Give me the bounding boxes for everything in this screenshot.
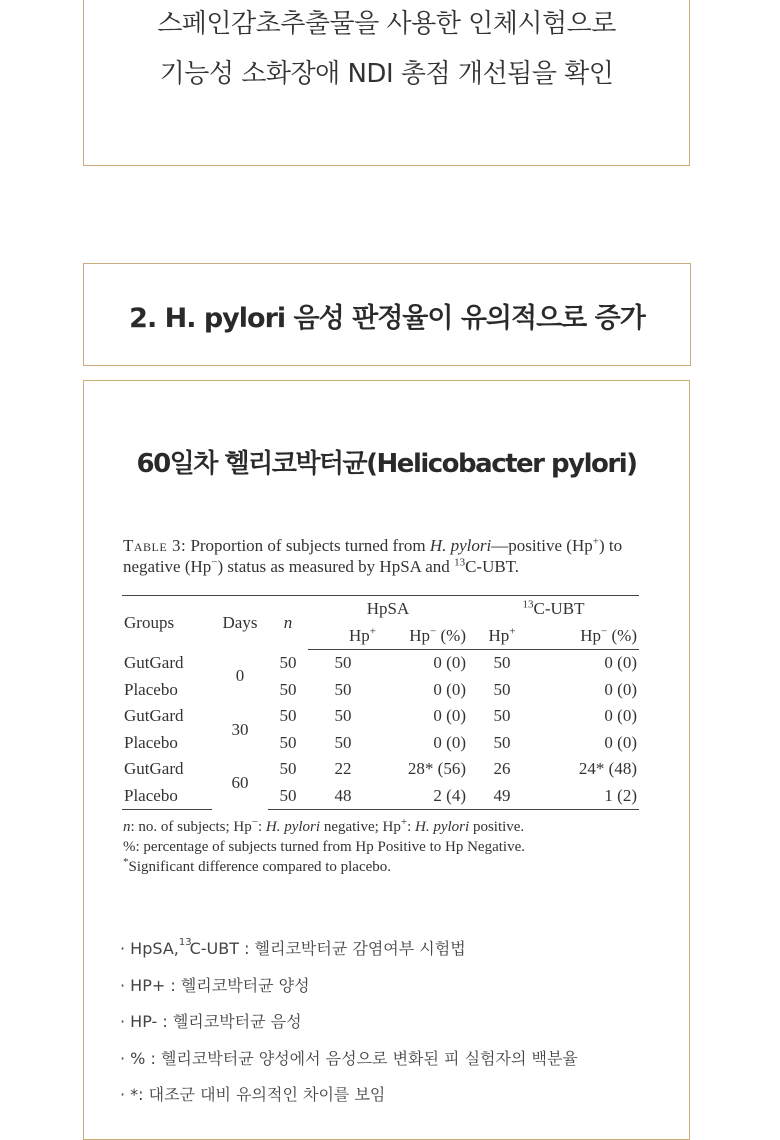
sup-13: 13 [454, 556, 466, 569]
caption-text: ) status as measured by HpSA and [217, 557, 450, 576]
header-hpsa-pos [308, 623, 378, 650]
hp-text: Hp [488, 625, 510, 645]
fn-text: positive. [472, 819, 525, 835]
pct-text: (%) [440, 625, 466, 645]
sup-star: * [123, 856, 129, 868]
note-item [120, 974, 578, 1011]
cell-cubt-neg: 24* (48) [578, 759, 637, 779]
header-hpsa-neg [378, 623, 468, 650]
cell-group: GutGard [124, 706, 184, 726]
table-footnotes [123, 817, 643, 877]
sup-13: 13 [522, 598, 534, 611]
table-row [122, 650, 639, 677]
cell-cubt-neg: 0 (0) [604, 706, 637, 726]
cell-hpsa-pos: 22 [334, 759, 352, 779]
header-n-text: n [283, 612, 293, 632]
table-row [122, 677, 639, 704]
note-text: C-UBT : 헬리코박터균 감염여부 시험법 [189, 939, 466, 958]
cell-cubt-pos: 49 [468, 783, 536, 810]
cell-n: 50 [279, 706, 297, 726]
note-sup: 13 [178, 937, 192, 948]
section-heading: 2. H. pylori 음성 판정율이 유의적으로 증가 [129, 303, 645, 334]
cell-n: 50 [268, 783, 308, 810]
cell-group: GutGard [124, 759, 184, 779]
cell-n: 50 [279, 732, 297, 752]
note-text: · HP- : 헬리코박터균 음성 [120, 1012, 302, 1031]
footnote-1 [123, 817, 643, 837]
header-days: Days [212, 596, 268, 650]
caption-text: C-UBT. [465, 557, 520, 576]
result-box [83, 380, 690, 1140]
sup-minus: − [601, 625, 608, 638]
header-n [268, 596, 308, 650]
sup-plus: + [509, 625, 516, 638]
cell-hpsa-neg: 28* (56) [407, 759, 466, 779]
cell-cubt-neg: 0 (0) [604, 679, 637, 699]
fn-italic: H. pylori [415, 819, 470, 835]
header-hpsa: HpSA [308, 596, 468, 623]
cell-group: Placebo [124, 679, 178, 699]
notes-list [120, 937, 578, 1120]
cell-hpsa-pos: 50 [334, 732, 352, 752]
intro-line-1: 스페인감초추출물을 사용한 인체시험으로 [157, 9, 616, 39]
fn-text: negative; Hp [323, 819, 401, 835]
note-item [120, 1047, 578, 1084]
table-caption [123, 535, 643, 577]
cell-hpsa-neg: 0 (0) [433, 679, 466, 699]
note-item [120, 1083, 578, 1120]
cell-hpsa-pos: 50 [334, 706, 352, 726]
cell-n: 50 [279, 679, 297, 699]
sup-minus: − [211, 556, 218, 569]
fn-text: : no. of subjects; Hp [130, 819, 252, 835]
fn-text: : [257, 819, 263, 835]
note-text: · *: 대조군 대비 유의적인 차이를 보임 [120, 1085, 386, 1104]
cell-hpsa-pos: 50 [334, 653, 352, 673]
sup-minus: − [430, 625, 437, 638]
cell-cubt-neg: 0 (0) [604, 653, 637, 673]
cell-cubt-pos: 50 [493, 706, 511, 726]
table-row [122, 783, 639, 810]
cell-days: 60 [231, 772, 249, 792]
caption-text: —positive (Hp [491, 536, 593, 555]
cell-n: 50 [279, 653, 297, 672]
cell-hpsa-neg: 0 (0) [433, 706, 466, 726]
header-cubt-pos [468, 623, 536, 650]
section-heading-box [83, 263, 691, 366]
table-row [122, 756, 639, 783]
note-item [120, 937, 578, 974]
caption-text: Proportion of subjects turned from [190, 536, 426, 555]
cell-cubt-pos: 26 [493, 759, 511, 779]
cell-n: 50 [279, 759, 297, 779]
header-groups: Groups [122, 596, 212, 650]
cell-hpsa-pos: 50 [334, 679, 352, 699]
cell-cubt-pos: 50 [493, 653, 511, 673]
intro-box [83, 0, 690, 166]
cell-cubt-pos: 50 [493, 679, 511, 699]
sup-plus: + [400, 816, 408, 828]
cell-group: Placebo [122, 783, 212, 810]
cell-cubt-neg: 1 (2) [536, 783, 639, 810]
header-cubt [468, 596, 639, 623]
fn-text: Significant difference compared to placebo. [128, 859, 392, 875]
sup-minus: − [251, 816, 258, 828]
cell-hpsa-neg: 2 (4) [378, 783, 468, 810]
table-row [122, 703, 639, 730]
results-table [122, 595, 639, 810]
footnote-3 [123, 857, 643, 877]
cell-cubt-neg: 0 (0) [604, 732, 637, 752]
fn-n: n [123, 819, 131, 835]
hp-text: Hp [349, 625, 370, 645]
cell-days: 30 [231, 719, 249, 739]
footnote-2: %: percentage of subjects turned from Hp Positive to Hp Negative. [123, 839, 525, 855]
sup-plus: + [369, 625, 376, 638]
hp-text: Hp [409, 625, 431, 645]
result-title: 60일차 헬리코박터균(Helicobacter pylori) [136, 449, 637, 479]
table-label: Table 3: [123, 536, 187, 555]
cell-group: Placebo [124, 732, 178, 752]
note-text: · HpSA, [120, 939, 179, 958]
note-text: · HP+ : 헬리코박터균 양성 [120, 975, 310, 995]
cell-cubt-pos: 50 [493, 732, 511, 752]
cell-group: GutGard [124, 653, 184, 672]
header-cubt-neg [536, 623, 639, 650]
fn-text: : [407, 819, 412, 835]
cell-hpsa-neg: 0 (0) [433, 732, 466, 752]
table-row [122, 730, 639, 757]
note-item [120, 1010, 578, 1047]
cell-hpsa-neg: 0 (0) [433, 653, 466, 673]
cell-days: 0 [235, 666, 245, 686]
note-text: · % : 헬리코박터균 양성에서 음성으로 변화된 피 실험자의 백분율 [120, 1048, 578, 1068]
fn-italic: H. pylori [265, 819, 321, 835]
caption-italic: H. pylori [429, 536, 492, 555]
sup-plus: + [592, 535, 599, 548]
cell-hpsa-pos: 48 [308, 783, 378, 810]
pct-text: (%) [611, 625, 637, 645]
caption-text: ) to negative (Hp [123, 536, 623, 576]
hp-text: Hp [580, 625, 602, 645]
header-cubt-text: C-UBT [533, 599, 585, 619]
intro-line-2: 기능성 소화장애 NDI 총점 개선됨을 확인 [159, 59, 614, 89]
